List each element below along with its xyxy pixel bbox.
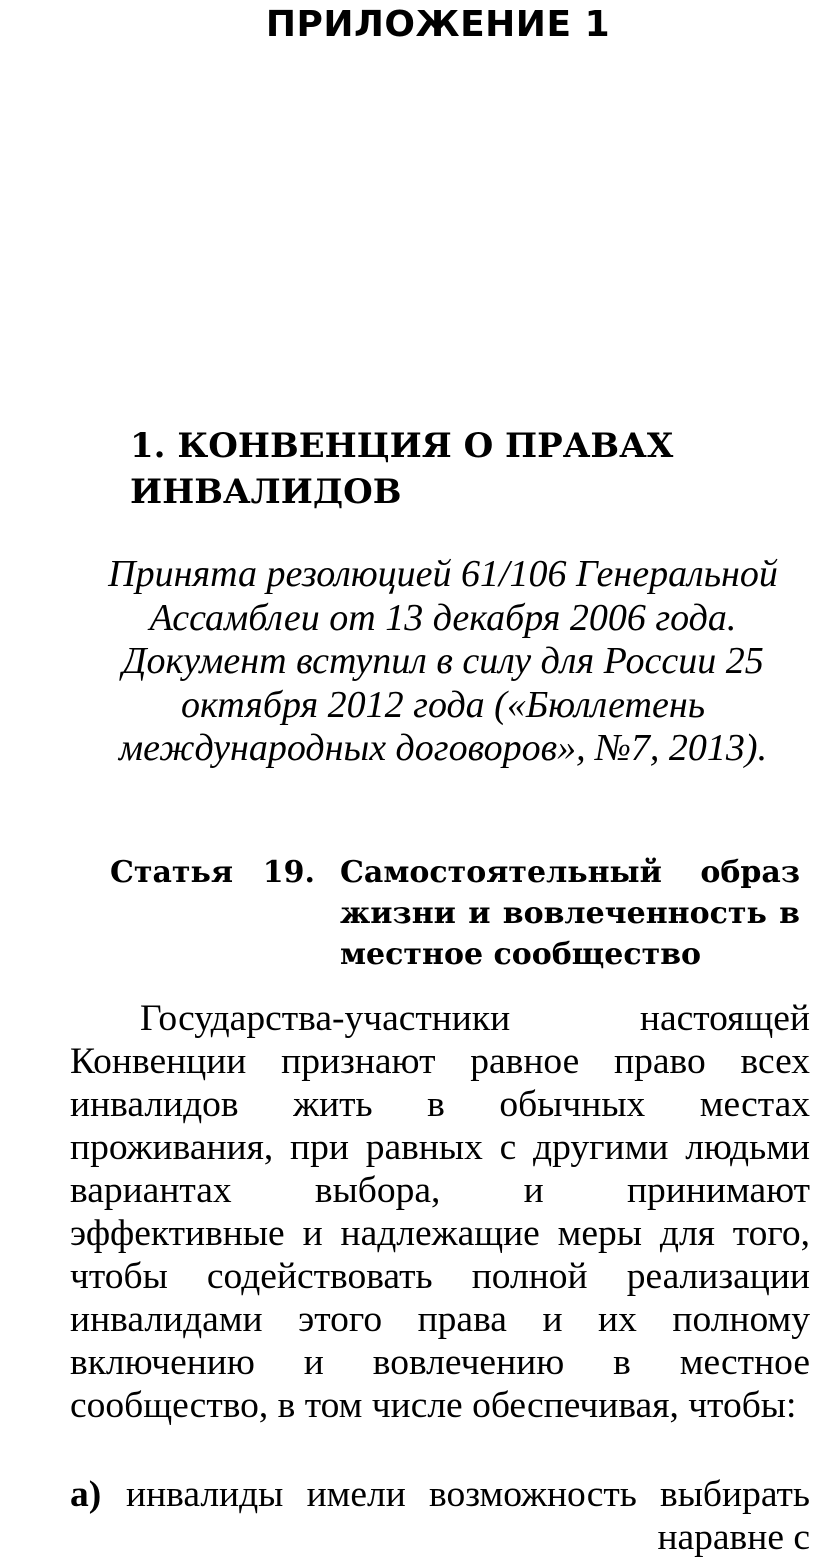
list-item bbox=[70, 1473, 810, 1559]
article-heading-text: Самостоятельный образ жизни и вовлеченность в местное сообщество bbox=[340, 855, 800, 972]
list-item-text: инвалиды имели возможность выбирать наравне с bbox=[126, 1474, 810, 1558]
adoption-note: Принята резолюцией 61/106 Генеральной Ассамблеи от 13 декабря 2006 года. Документ вступил в силу для России 25 октября 2012 года («Бюллетень международных договоров», №7, 2013). bbox=[108, 553, 778, 769]
article-number: 19. bbox=[262, 855, 315, 890]
article-body-text: Государства-участники настоящей Конвенции признают равное право всех инвалидов жить в обычных местах проживания, при равных с другими людьми вариантах выбора, и принимают эффективные и надлежащие меры для того, чтобы содействовать полной реализации инвалидами этого права и их полному включению и вовлечению в местное сообщество, в том числе обеспечивая, чтобы: bbox=[70, 998, 810, 1426]
section-title: 1. КОНВЕНЦИЯ О ПРАВАХ ИНВАЛИДОВ bbox=[130, 426, 674, 512]
list-item-marker: а) bbox=[70, 1474, 102, 1515]
article-label-word: Статья bbox=[110, 855, 234, 890]
article-body bbox=[70, 997, 810, 1427]
article-label bbox=[110, 852, 315, 893]
appendix-title: ПРИЛОЖЕНИЕ 1 bbox=[265, 4, 611, 45]
